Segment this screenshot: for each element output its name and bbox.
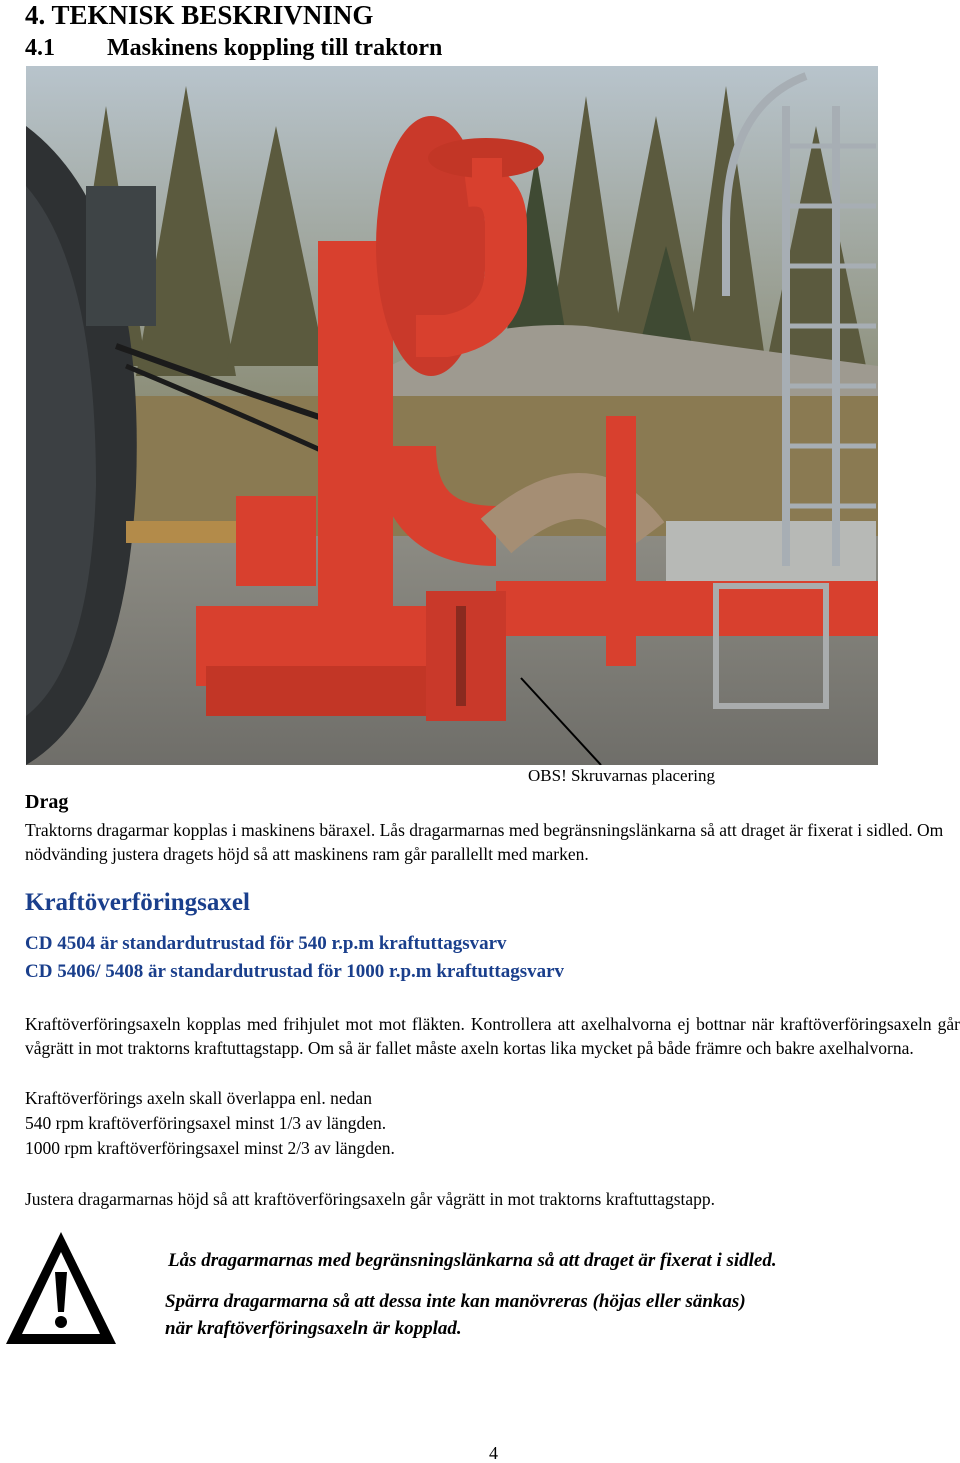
overlap-1000-line: 1000 rpm kraftöverföringsaxel minst 2/3 av längden. <box>25 1138 395 1158</box>
drag-heading: Drag <box>25 791 69 813</box>
warning-line-2: Spärra dragarmarna så att dessa inte kan manövreras (höjas eller sänkas) <box>165 1291 746 1312</box>
subsection-text: Maskinens koppling till traktorn <box>107 35 443 61</box>
drag-paragraph: Traktorns dragarmar kopplas i maskinens bäraxel. Lås dragarmarnas med begränsningslänkarna så att draget är fixerat i sidled. Om nödvänding justera dragets höjd så att maskinens ram går parallellt med marken. <box>25 820 944 864</box>
spec-line-4504: CD 4504 är standardutrustad för 540 r.p.m kraftuttagsvarv <box>25 933 507 954</box>
warning-line-3: när kraftöverföringsaxeln är kopplad. <box>165 1318 462 1339</box>
section-title: 4. TEKNISK BESKRIVNING <box>25 0 374 30</box>
adjust-paragraph: Justera dragarmarnas höjd så att kraftöverföringsaxeln går vågrätt in mot traktorns kraftuttagstapp. <box>25 1189 716 1209</box>
warning-block <box>165 1288 746 1342</box>
page-number: 4 <box>489 1443 498 1463</box>
subsection-number: 4.1 <box>25 35 55 61</box>
overlap-line: Kraftöverförings axeln skall överlappa enl. nedan <box>25 1088 372 1108</box>
warning-triangle-icon <box>2 1228 120 1348</box>
kraft-heading: Kraftöverföringsaxel <box>25 889 250 916</box>
kraft-paragraph: Kraftöverföringsaxeln kopplas med frihjulet mot mot fläkten. Kontrollera att axelhalvorna ej bottnar när kraftöverföringsaxeln går vågrätt in mot traktorns kraftuttagstapp. Om så är fallet måste axeln kortas lika mycket på både främre och bakre axelhalvorna. <box>25 1014 960 1058</box>
machine-photo <box>26 66 878 765</box>
overlap-540-line: 540 rpm kraftöverföringsaxel minst 1/3 av längden. <box>25 1113 387 1133</box>
warning-line-1: Lås dragarmarnas med begränsningslänkarna så att draget är fixerat i sidled. <box>168 1250 777 1271</box>
subsection-title <box>25 33 442 63</box>
spec-line-5406: CD 5406/ 5408 är standardutrustad för 1000 r.p.m kraftuttagsvarv <box>25 961 565 982</box>
photo-caption: OBS! Skruvarnas placering <box>528 766 715 785</box>
